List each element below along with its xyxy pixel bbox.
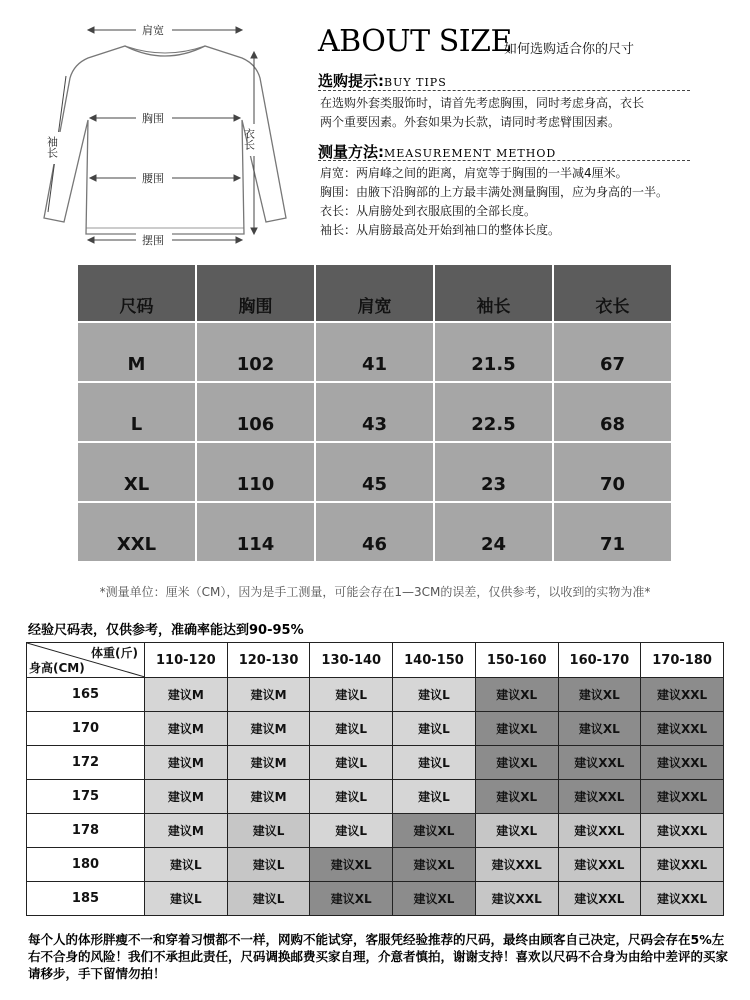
recommendation-cell: 建议XXL (641, 780, 724, 814)
measurement-divider (318, 160, 690, 161)
corner-height-label: 身高(CM) (29, 661, 85, 675)
recommendation-cell: 建议L (310, 712, 393, 746)
table-cell: M (77, 322, 196, 382)
table-row (27, 780, 724, 814)
table-cell: 45 (315, 442, 434, 502)
recommendation-cell: 建议L (310, 746, 393, 780)
length-label: 衣长 (242, 128, 256, 150)
recommendation-cell: 建议L (393, 780, 476, 814)
measurement-heading (318, 141, 556, 162)
table-cell: 70 (553, 442, 672, 502)
buy-tips-title: 选购提示: (318, 72, 384, 90)
recommendation-cell: 建议L (310, 678, 393, 712)
recommendation-cell: 建议XXL (641, 746, 724, 780)
size-header-shoulder: 肩宽 (315, 264, 434, 322)
weight-header: 160-170 (558, 643, 641, 678)
recommendation-cell: 建议XXL (641, 848, 724, 882)
table-cell: 110 (196, 442, 315, 502)
garment-measurement-diagram (30, 8, 300, 258)
footer-disclaimer: 每个人的体形胖瘦不一和穿着习惯都不一样，网购不能试穿，客服凭经验推荐的尺码，最终由顾客自己决定，尺码会存在5%左右不合身的风险！我们不承担此责任，尺码调换邮费买家自理，介意者慎拍，谢谢支持！喜欢以尺码不合身为由给中差评的买家请移步，手下留情勿拍！ (28, 932, 729, 981)
measurement-note: *测量单位：厘米（CM），因为是手工测量，可能会存在1—3CM的误差，仅供参考，以收到的实物为准* (99, 585, 651, 599)
sleeve-label: 袖长 (45, 136, 59, 158)
rec-header-row (27, 643, 724, 678)
table-row (27, 712, 724, 746)
table-cell: 102 (196, 322, 315, 382)
recommendation-cell: 建议L (227, 882, 310, 916)
recommendation-cell: 建议M (227, 712, 310, 746)
recommendation-cell: 建议XXL (558, 746, 641, 780)
measurement-line-3: 衣长：从肩膀处到衣服底围的全部长度。 (320, 204, 537, 218)
recommendation-cell: 建议XL (310, 848, 393, 882)
recommendation-cell: 建议L (145, 848, 228, 882)
about-size-subtitle: 如何选购适合你的尺寸 (504, 42, 635, 57)
recommendation-cell: 建议XXL (558, 780, 641, 814)
height-label: 165 (27, 678, 145, 712)
measurement-title-en: MEASUREMENT METHOD (384, 147, 557, 160)
table-cell: 22.5 (434, 382, 553, 442)
recommendation-cell: 建议XL (558, 712, 641, 746)
recommendation-cell: 建议L (393, 746, 476, 780)
recommendation-cell: 建议XL (393, 882, 476, 916)
height-label: 175 (27, 780, 145, 814)
recommendation-cell: 建议L (393, 678, 476, 712)
recommendation-cell: 建议XL (475, 746, 558, 780)
recommendation-cell: 建议XXL (641, 712, 724, 746)
weight-header: 130-140 (310, 643, 393, 678)
recommendation-cell: 建议L (310, 814, 393, 848)
hem-label: 摆围 (142, 234, 164, 247)
weight-header: 140-150 (393, 643, 476, 678)
recommendation-cell: 建议XL (475, 712, 558, 746)
table-cell: 21.5 (434, 322, 553, 382)
table-cell: L (77, 382, 196, 442)
height-label: 185 (27, 882, 145, 916)
recommendation-cell: 建议XXL (475, 848, 558, 882)
recommendation-cell: 建议M (145, 814, 228, 848)
shoulder-label: 肩宽 (142, 24, 164, 37)
buy-tips-line-1: 在选购外套类服饰时，请首先考虑胸围，同时考虑身高，衣长 (320, 96, 645, 110)
buy-tips-line-2: 两个重要因素。外套如果为长款，请同时考虑臂围因素。 (320, 115, 621, 129)
recommendation-cell: 建议XXL (558, 882, 641, 916)
recommendation-cell: 建议XL (310, 882, 393, 916)
table-row (27, 848, 724, 882)
recommendation-cell: 建议M (145, 678, 228, 712)
recommendation-cell: 建议L (145, 882, 228, 916)
height-label: 180 (27, 848, 145, 882)
table-cell: 24 (434, 502, 553, 562)
recommendation-cell: 建议L (310, 780, 393, 814)
recommendation-cell: 建议XXL (641, 882, 724, 916)
table-cell: 68 (553, 382, 672, 442)
size-recommendation-table (26, 642, 724, 916)
height-label: 172 (27, 746, 145, 780)
recommendation-cell: 建议M (145, 780, 228, 814)
recommendation-cell: 建议XXL (558, 814, 641, 848)
recommendation-cell: 建议M (227, 678, 310, 712)
recommendation-cell: 建议XXL (641, 814, 724, 848)
weight-header: 150-160 (475, 643, 558, 678)
recommendation-cell: 建议XXL (641, 678, 724, 712)
table-row (77, 382, 672, 442)
table-row (77, 322, 672, 382)
measurement-line-2: 胸围：由腋下沿胸部的上方最丰满处测量胸围，应为身高的一半。 (320, 185, 669, 199)
recommendation-cell: 建议XXL (558, 848, 641, 882)
weight-header: 110-120 (145, 643, 228, 678)
measurement-line-1: 肩宽：两肩峰之间的距离，肩宽等于胸围的一半减4厘米。 (320, 166, 628, 180)
table-row (77, 442, 672, 502)
recommendation-cell: 建议XL (475, 814, 558, 848)
recommendation-cell: 建议XL (475, 780, 558, 814)
size-table-header-row (77, 264, 672, 322)
height-label: 170 (27, 712, 145, 746)
table-row (27, 746, 724, 780)
table-cell: 114 (196, 502, 315, 562)
table-cell: 23 (434, 442, 553, 502)
size-header-size: 尺码 (77, 264, 196, 322)
recommendation-cell: 建议M (227, 746, 310, 780)
rec-corner-cell (27, 643, 145, 678)
waist-label: 腰围 (142, 172, 164, 185)
measurement-title: 测量方法: (318, 143, 384, 161)
recommendation-cell: 建议M (145, 746, 228, 780)
recommendation-cell: 建议L (393, 712, 476, 746)
recommendation-cell: 建议XL (558, 678, 641, 712)
corner-weight-label: 体重(斤) (91, 646, 138, 660)
table-cell: 46 (315, 502, 434, 562)
table-row (27, 814, 724, 848)
table-cell: XXL (77, 502, 196, 562)
experience-table-title: 经验尺码表，仅供参考，准确率能达到90-95% (28, 623, 304, 638)
recommendation-cell: 建议M (227, 780, 310, 814)
size-header-length: 衣长 (553, 264, 672, 322)
height-label: 178 (27, 814, 145, 848)
recommendation-cell: 建议XL (475, 678, 558, 712)
measurement-line-4: 袖长：从肩膀最高处开始到袖口的整体长度。 (320, 223, 561, 237)
table-cell: 71 (553, 502, 672, 562)
buy-tips-title-en: BUY TIPS (384, 76, 447, 89)
rec-table-body (27, 678, 724, 916)
recommendation-cell: 建议M (145, 712, 228, 746)
about-size-title: ABOUT SIZE (318, 24, 512, 59)
size-header-chest: 胸围 (196, 264, 315, 322)
recommendation-cell: 建议XL (393, 814, 476, 848)
table-cell: XL (77, 442, 196, 502)
size-header-sleeve: 袖长 (434, 264, 553, 322)
table-cell: 43 (315, 382, 434, 442)
weight-header: 120-130 (227, 643, 310, 678)
table-cell: 67 (553, 322, 672, 382)
recommendation-cell: 建议XXL (475, 882, 558, 916)
table-row (27, 678, 724, 712)
table-row (27, 882, 724, 916)
size-table (76, 263, 673, 563)
weight-header: 170-180 (641, 643, 724, 678)
recommendation-cell: 建议XL (393, 848, 476, 882)
table-row (77, 502, 672, 562)
recommendation-cell: 建议L (227, 814, 310, 848)
buy-tips-heading (318, 70, 447, 91)
buy-tips-divider (318, 90, 690, 91)
table-cell: 41 (315, 322, 434, 382)
table-cell: 106 (196, 382, 315, 442)
recommendation-cell: 建议L (227, 848, 310, 882)
chest-label: 胸围 (142, 112, 164, 125)
